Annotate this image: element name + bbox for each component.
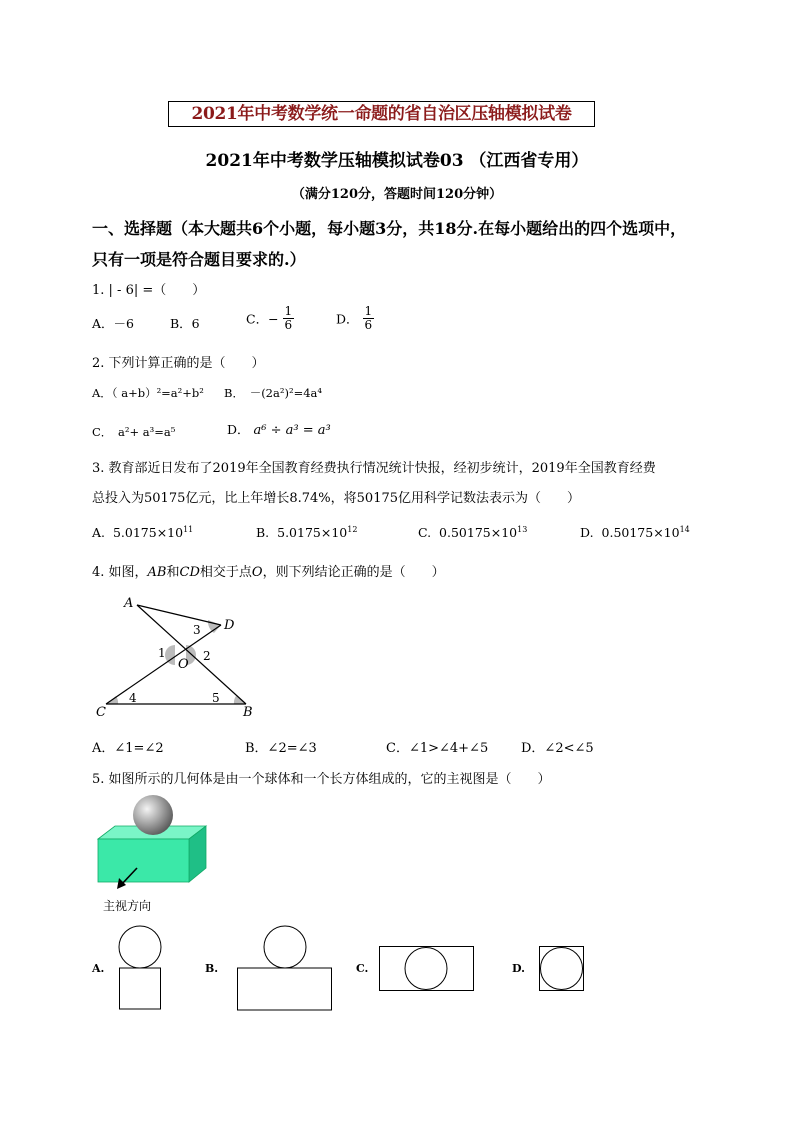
q4-stem-mid: 相交于点 <box>199 565 252 580</box>
label-b: B <box>243 705 253 720</box>
q1-option-a: A．－6 <box>92 316 134 331</box>
page-title: 2021年中考数学压轴模拟试卷03 （江西省专用） <box>205 151 589 171</box>
q4-segment-ab: AB <box>147 565 167 580</box>
q2-option-b: B． －(2a²)²=4a⁴ <box>224 386 322 400</box>
fraction-numerator: 1 <box>364 304 373 318</box>
q2-option-a: A．（ a+b）²=a²+b² <box>92 386 204 400</box>
label-a: A <box>124 596 134 611</box>
sphere <box>133 795 173 835</box>
q1-option-d <box>336 305 374 332</box>
q2-option-c: C． a²+ a³=a⁵ <box>92 425 176 439</box>
q3-option-b <box>256 525 357 540</box>
option-label: C. <box>418 525 432 541</box>
rectangle-view <box>380 947 474 991</box>
q2-option-d-prefix: D． <box>227 422 250 437</box>
q4-option-b: B．∠2=∠3 <box>245 741 317 756</box>
option-exponent: 11 <box>183 525 194 534</box>
label-angle-5: 5 <box>212 691 220 705</box>
square-view <box>540 947 584 991</box>
option-label: A. <box>92 525 106 541</box>
q5-option-b-figure <box>236 925 334 1013</box>
q5-option-c-label: C. <box>356 962 369 975</box>
q1-stem: 1. | - 6| =（ ） <box>92 283 206 298</box>
q5-option-d-label: D. <box>512 962 525 975</box>
label-angle-3: 3 <box>193 623 201 637</box>
label-c: C <box>96 705 106 720</box>
fraction-denominator: 6 <box>284 318 293 332</box>
q3-option-d <box>580 525 690 540</box>
box-front-face <box>98 839 189 882</box>
q4-option-d: D．∠2<∠5 <box>521 741 594 756</box>
q1-option-c <box>246 305 294 332</box>
q5-option-a-label: A. <box>92 962 105 975</box>
label-angle-2: 2 <box>203 649 211 663</box>
q4-figure <box>90 592 270 722</box>
segment-ad <box>137 605 221 625</box>
q3-stem-line2: 总投入为50175亿元，比上年增长8.74%，将50175亿用科学记数法表示为（ ） <box>92 491 581 506</box>
q4-stem <box>92 561 445 580</box>
q4-stem-pre: 4. 如图， <box>92 565 148 580</box>
q5-option-c-figure <box>378 945 476 993</box>
q2-option-d-expr: a⁶ ÷ a³ = a³ <box>253 423 331 438</box>
fraction-numerator: 1 <box>284 304 293 318</box>
view-direction-caption: 主视方向 <box>103 899 152 913</box>
label-o: O <box>178 657 189 672</box>
option-base: 5.0175×10 <box>277 525 348 541</box>
q5-stem: 5. 如图所示的几何体是由一个球体和一个长方体组成的，它的主视图是（ ） <box>92 772 551 787</box>
q2-option-d <box>227 420 331 438</box>
option-exponent: 13 <box>517 525 528 534</box>
option-exponent: 14 <box>679 525 690 534</box>
q4-stem-post: ，则下列结论正确的是（ ） <box>262 565 445 580</box>
section-heading: 一、选择题（本大题共6个小题，每小题3分，共18分.在每小题给出的四个选项中，只有一项是符合题目要求的.） <box>92 219 687 269</box>
q3-option-a <box>92 525 193 540</box>
q1-option-c-prefix: C．− <box>246 311 279 327</box>
q2-stem: 2. 下列计算正确的是（ ） <box>92 356 265 371</box>
q3-stem-line1: 3. 教育部近日发布了2019年全国教育经费执行情况统计快报，经初步统计，2019年全国教育经费 <box>92 461 656 476</box>
q3-option-c <box>418 525 527 540</box>
q5-option-d-figure <box>538 945 586 993</box>
option-label: B. <box>256 525 270 541</box>
option-label: D. <box>580 525 594 541</box>
page-subtitle: （满分120分，答题时间120分钟） <box>291 187 503 202</box>
option-base: 0.50175×10 <box>439 525 518 541</box>
option-exponent: 12 <box>347 525 358 534</box>
label-angle-1: 1 <box>158 646 166 660</box>
q4-point-o: O <box>251 565 263 580</box>
circle-view <box>264 926 306 968</box>
q5-option-a-figure <box>118 925 164 1011</box>
q4-stem-and: 和 <box>166 565 180 580</box>
q1-option-d-prefix: D． <box>336 311 359 327</box>
fraction-denominator: 6 <box>364 318 373 332</box>
q4-segment-cd: CD <box>179 565 200 580</box>
q4-option-a: A．∠1=∠2 <box>92 741 164 756</box>
label-d: D <box>224 618 235 633</box>
rectangle-view <box>238 968 332 1010</box>
option-base: 0.50175×10 <box>601 525 680 541</box>
q1-option-c-fraction <box>283 305 295 332</box>
circle-view <box>119 926 161 968</box>
q1-option-d-fraction <box>363 305 375 332</box>
segment-cd <box>106 625 221 704</box>
q1-option-b: B．6 <box>170 316 200 331</box>
option-base: 5.0175×10 <box>112 525 184 541</box>
square-view <box>120 968 161 1009</box>
circle-view <box>541 948 583 990</box>
q4-option-c: C．∠1>∠4+∠5 <box>386 741 489 756</box>
q5-option-b-label: B. <box>205 962 219 975</box>
series-banner: 2021年中考数学统一命题的省自治区压轴模拟试卷 <box>168 101 595 127</box>
q5-solid-figure <box>92 792 222 892</box>
label-angle-4: 4 <box>129 691 137 705</box>
circle-view <box>405 948 447 990</box>
